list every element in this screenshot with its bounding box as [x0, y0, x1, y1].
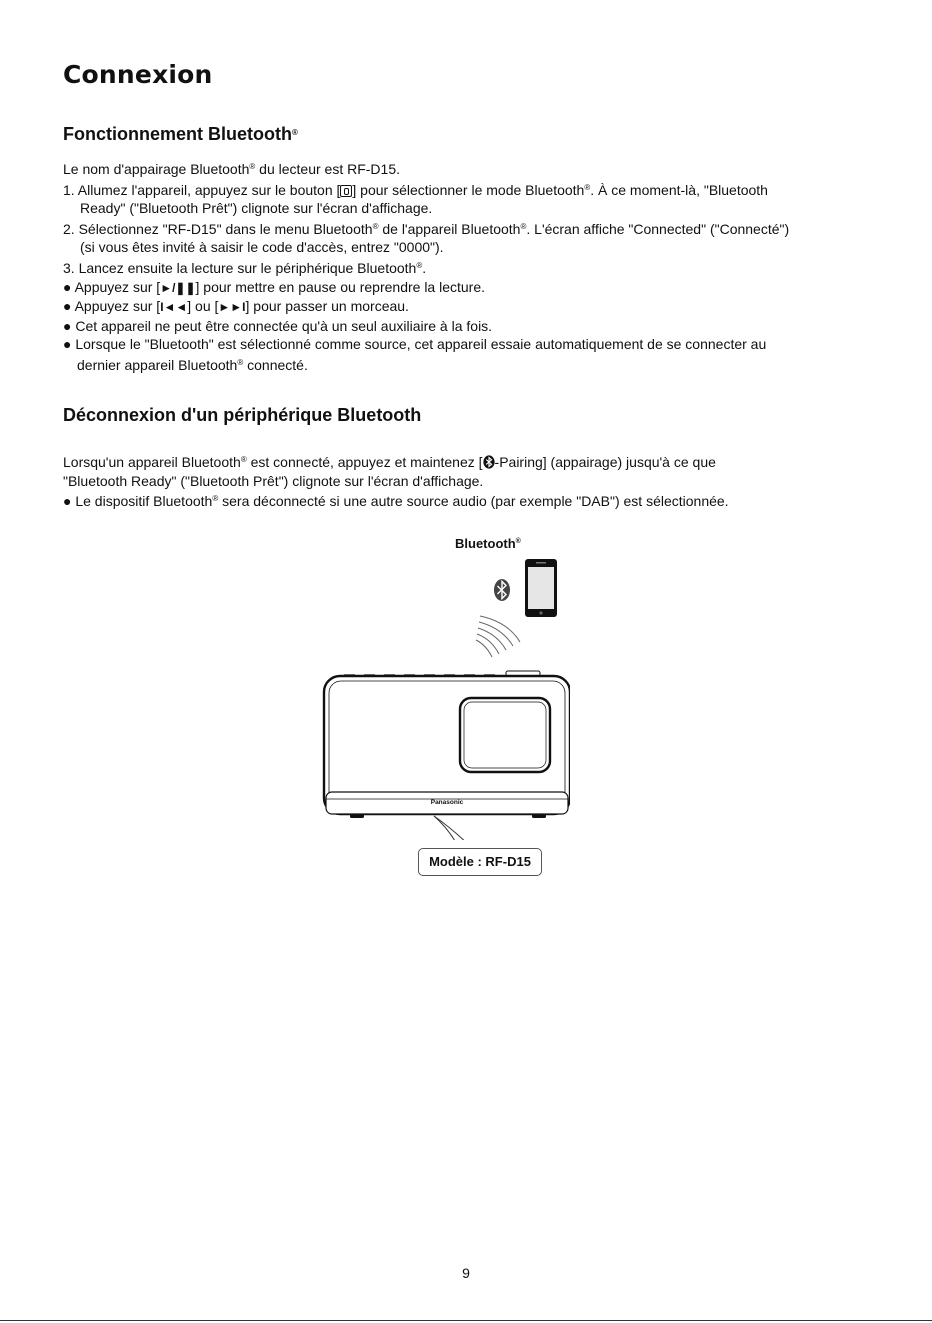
bullet-skip: ● Appuyez sur [I◄◄] ou [►►I] pour passer un morceau.	[63, 298, 409, 315]
step-2-continued: (si vous êtes invité à saisir le code d'accès, entrez "0000").	[80, 239, 444, 256]
step-3-line: 3. Lancez ensuite la lecture sur le périphérique Bluetooth®.	[63, 259, 427, 276]
bullet-auto-connect-continued: dernier appareil Bluetooth® connecté.	[77, 356, 308, 373]
radio-and-phone-drawing	[310, 530, 570, 840]
bluetooth-logo-icon	[494, 579, 510, 601]
disconnection-instructions	[63, 451, 729, 511]
bluetooth-mode-button-icon	[340, 185, 352, 197]
wireless-signal-icon	[476, 616, 520, 657]
skip-back-icon: I◄◄	[160, 300, 188, 315]
step-1-line: 1. Allumez l'appareil, appuyez sur le bouton [ ] pour sélectionner le mode Bluetooth®. À ce moment-là, "Bluetooth	[63, 181, 768, 198]
bullet-disconnect-other-source: ● Le dispositif Bluetooth® sera déconnecté si une autre source audio (par exemple "DAB") est sélectionnée.	[63, 493, 729, 510]
disconnect-line-1: Lorsqu'un appareil Bluetooth® est connecté, appuyez et maintenez [ -Pairing] (appairage) jusqu'à ce que	[63, 454, 716, 470]
skip-forward-icon: ►►I	[218, 300, 246, 315]
page-number: 9	[462, 1265, 470, 1281]
radio-unit	[324, 671, 570, 818]
bluetooth-device-label: Bluetooth®	[455, 536, 521, 551]
step-2-line: 2. Sélectionnez "RF-D15" dans le menu Bluetooth® de l'appareil Bluetooth®. L'écran affiche "Connected" ("Connecté")	[63, 220, 790, 237]
bullet-auto-connect: ● Lorsque le "Bluetooth" est sélectionné comme source, cet appareil essaie automatiquement de se connecter au	[63, 336, 767, 353]
step-1-continued: Ready" ("Bluetooth Prêt") clignote sur l'écran d'affichage.	[80, 200, 433, 217]
section-title-disconnection: Déconnexion d'un périphérique Bluetooth	[63, 405, 422, 425]
section-title-bluetooth-operation	[63, 124, 298, 145]
bottom-divider	[0, 1320, 932, 1321]
bluetooth-operation-instructions	[63, 158, 789, 375]
brand-logo: Panasonic	[430, 799, 464, 806]
model-label-callout: Modèle : RF-D15	[418, 848, 542, 876]
connection-illustration	[310, 530, 570, 890]
callout-pointer	[434, 816, 474, 840]
smartphone-icon	[525, 559, 557, 617]
disconnect-line-2: "Bluetooth Ready" ("Bluetooth Prêt") clignote sur l'écran d'affichage.	[63, 472, 484, 489]
page-title: Connexion	[63, 60, 213, 89]
bluetooth-pairing-icon	[483, 455, 495, 469]
bullet-single-aux: ● Cet appareil ne peut être connectée qu'à un seul auxiliaire à la fois.	[63, 317, 493, 334]
pairing-name-line: Le nom d'appairage Bluetooth® du lecteur est RF-D15.	[63, 161, 401, 177]
section-title-text: Fonctionnement Bluetooth	[63, 124, 292, 144]
registered-mark: ®	[291, 128, 298, 137]
bullet-play-pause: ● Appuyez sur [►/❚❚] pour mettre en pause ou reprendre la lecture.	[63, 278, 486, 295]
play-pause-icon: ►/❚❚	[160, 280, 196, 295]
